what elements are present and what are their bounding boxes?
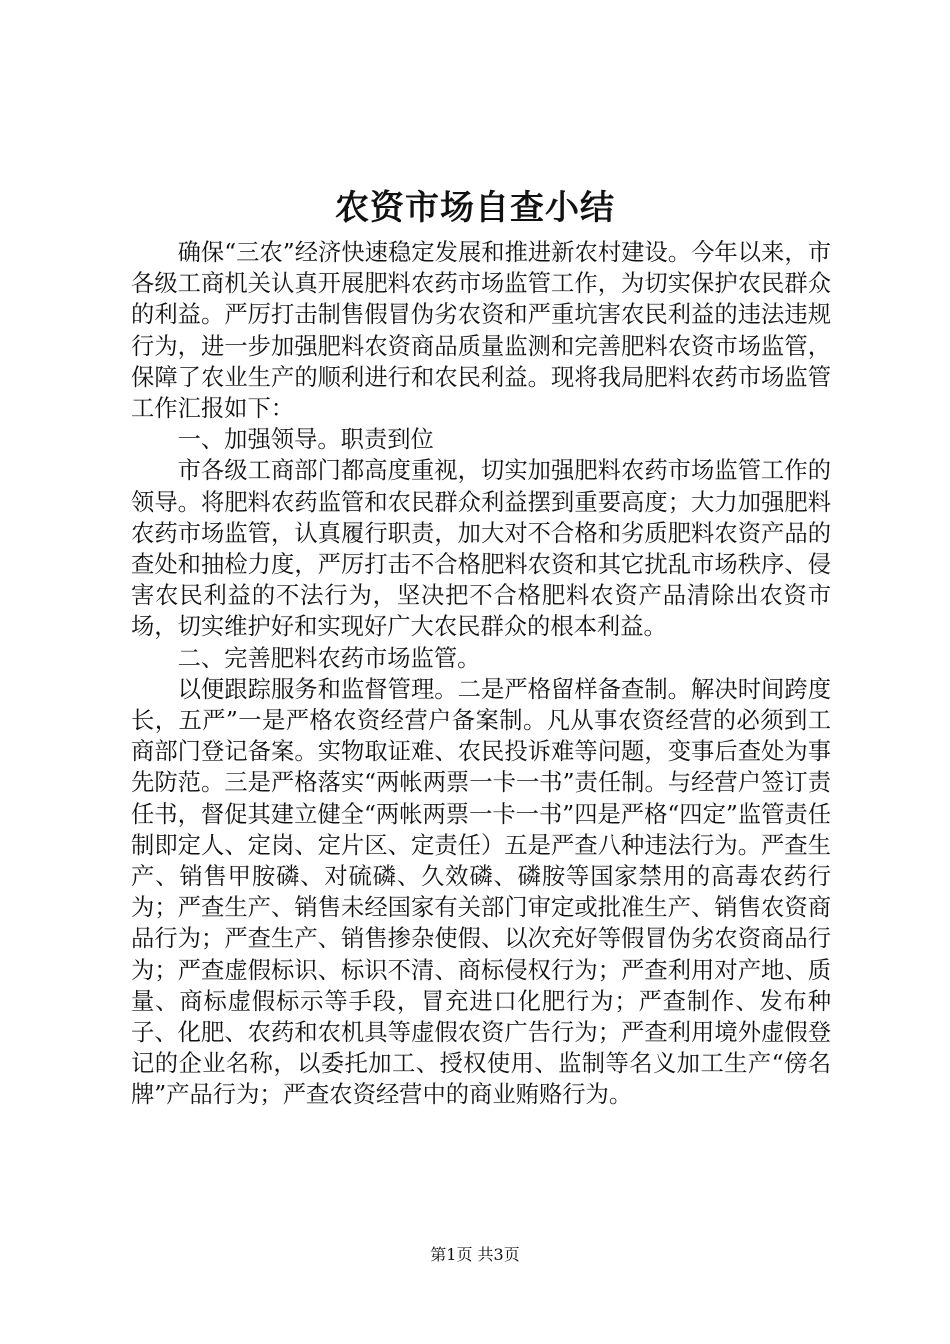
document-body — [131, 237, 831, 1111]
section-heading-1: 一、加强领导。职责到位 — [177, 426, 434, 454]
section-heading-2: 二、完善肥料农药市场监管。 — [177, 644, 481, 672]
document-title: 农资市场自查小结 — [335, 188, 615, 228]
page-footer: 第1页 共3页 — [430, 1245, 520, 1264]
intro-paragraph: 确保“三农”经济快速稳定发展和推进新农村建设。今年以来，市各级工商机关认真开展肥料农药市场监管工作，为切实保护农民群众的利益。严厉打击制售假冒伪劣农资和严重坑害农民利益的违法违规行为，进一步加强肥料农资商品质量监测和完善肥料农资市场监管，保障了农业生产的顺利进行和农民利益。现将我局肥料农药市场监管工作汇报如下： — [131, 239, 831, 423]
section-1-paragraph: 市各级工商部门都高度重视，切实加强肥料农药市场监管工作的领导。将肥料农药监管和农民群众利益摆到重要高度；大力加强肥料农药市场监管，认真履行职责，加大对不合格和劣质肥料农资产品的查处和抽检力度，严厉打击不合格肥料农资和其它扰乱市场秩序、侵害农民利益的不法行为，坚决把不合格肥料农资产品清除出农资市场，切实维护好和实现好广大农民群众的根本利益。 — [131, 457, 831, 641]
section-2-paragraph: 以便跟踪服务和监督管理。二是严格留样备查制。解决时间跨度长，五严”一是严格农资经营户备案制。凡从事农资经营的必须到工商部门登记备案。实物取证难、农民投诉难等问题，变事后查处为事先防范。三是严格落实“两帐两票一卡一书”责任制。与经营户签订责任书，督促其建立健全“两帐两票一卡一书”四是严格“四定”监管责任制即定人、定岗、定片区、定责任）五是严查八种违法行为。严查生产、销售甲胺磷、对硫磷、久效磷、磷胺等国家禁用的高毒农药行为；严查生产、销售未经国家有关部门审定或批准生产、销售农资商品行为；严查生产、销售掺杂使假、以次充好等假冒伪劣农资商品行为；严查虚假标识、标识不清、商标侵权行为；严查利用对产地、质量、商标虚假标示等手段，冒充进口化肥行为；严查制作、发布种子、化肥、农药和农机具等虚假农资广告行为；严查利用境外虚假登记的企业名称，以委托加工、授权使用、监制等名义加工生产“傍名牌”产品行为；严查农资经营中的商业贿赂行为。 — [131, 675, 831, 1109]
